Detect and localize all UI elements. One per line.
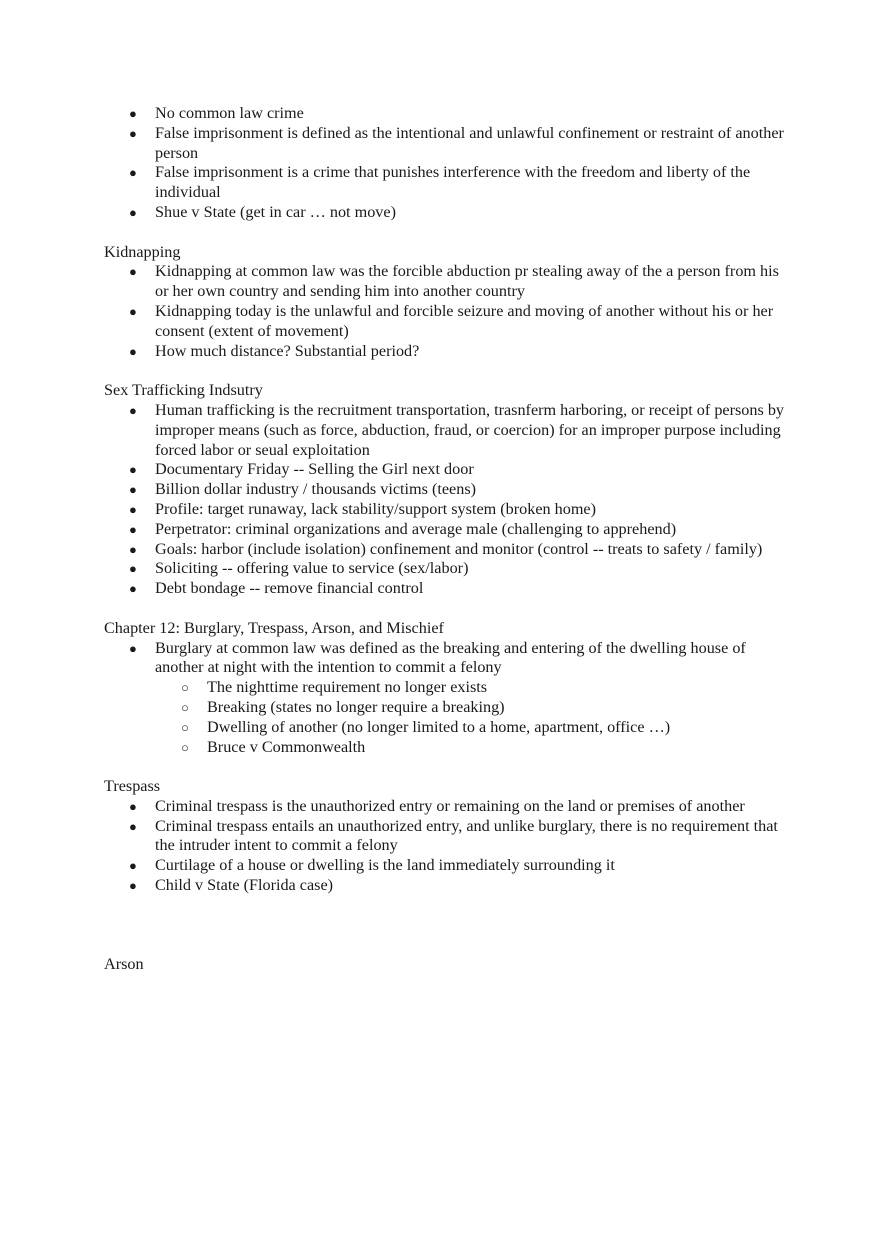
bullet-list: [104, 639, 794, 758]
hollow-bullet-icon: ○: [181, 680, 189, 696]
sub-list-item: ○ Dwelling of another (no longer limited to a home, apartment, office …): [181, 717, 671, 736]
bullet-icon: ●: [129, 818, 137, 834]
list-item: ● Curtilage of a house or dwelling is the land immediately surrounding it: [129, 856, 615, 875]
section-trespass: [104, 777, 794, 896]
list-item: ● Burglary at common law was defined as the breaking and entering of the dwelling house of another at night with the intention to commit a felony ○ The nighttime requirement no longer exists ○ Breaking (states no longer require a breaking) ○ Dwelling of another (no longer limited to a home, apartment, office …) ○ Bruce v Commonwealth: [155, 639, 794, 758]
list-item: ● False imprisonment is a crime that punishes interference with the freedom and liberty of the individual: [129, 163, 751, 202]
list-item: ● Billion dollar industry / thousands victims (teens): [129, 480, 477, 499]
bullet-icon: ●: [129, 125, 137, 141]
list-item: ● Documentary Friday -- Selling the Girl next door: [129, 460, 474, 479]
list-item: ● Kidnapping at common law was the forcible abduction pr stealing away of the a person from his or her own country and sending him into another country: [129, 262, 779, 301]
bullet-icon: ●: [129, 482, 137, 498]
hollow-bullet-icon: ○: [181, 739, 189, 755]
document-body: [104, 104, 794, 975]
list-item: ● Criminal trespass entails an unauthorized entry, and unlike burglary, there is no requirement that the intruder intent to commit a felony: [129, 816, 778, 855]
sub-list-item: ○ Bruce v Commonwealth: [181, 737, 366, 756]
list-item: ● How much distance? Substantial period?: [129, 341, 420, 360]
section-false-imprisonment: [104, 104, 794, 223]
spacer: [104, 896, 794, 955]
section-heading-arson: Arson: [104, 954, 144, 973]
bullet-icon: ●: [129, 878, 137, 894]
bullet-icon: ●: [129, 858, 137, 874]
bullet-icon: ●: [129, 462, 137, 478]
list-item: ● Child v State (Florida case): [129, 876, 334, 895]
bullet-icon: ●: [129, 204, 137, 220]
hollow-bullet-icon: ○: [181, 699, 189, 715]
bullet-list: [104, 797, 794, 896]
bullet-icon: ●: [129, 521, 137, 537]
bullet-icon: ●: [129, 541, 137, 557]
list-item: ● Human trafficking is the recruitment transportation, trasnferm harboring, or receipt of persons by improper means (such as force, abduction, fraud, or coercion) for an improper purpose including forced labor or seual exploitation: [129, 400, 785, 459]
section-heading: Kidnapping: [104, 242, 181, 261]
bullet-icon: ●: [129, 165, 137, 181]
bullet-list: [104, 104, 794, 223]
list-item: ● False imprisonment is defined as the intentional and unlawful confinement or restraint of another person: [129, 123, 784, 162]
bullet-icon: ●: [129, 581, 137, 597]
list-item: ● No common law crime: [129, 104, 304, 122]
bullet-icon: ●: [129, 561, 137, 577]
section-kidnapping: [104, 243, 794, 362]
list-item: ● Criminal trespass is the unauthorized entry or remaining on the land or premises of another: [129, 796, 745, 815]
bullet-icon: ●: [129, 106, 137, 121]
bullet-icon: ●: [129, 264, 137, 280]
hollow-bullet-icon: ○: [181, 719, 189, 735]
section-heading: Chapter 12: Burglary, Trespass, Arson, and Mischief: [104, 618, 444, 637]
bullet-list: [104, 262, 794, 361]
sub-list-item: ○ The nighttime requirement no longer exists: [181, 678, 488, 697]
bullet-icon: ●: [129, 303, 137, 319]
sub-bullet-list: [155, 678, 794, 757]
bullet-icon: ●: [129, 501, 137, 517]
bullet-icon: ●: [129, 343, 137, 359]
list-item: ● Perpetrator: criminal organizations and average male (challenging to apprehend): [129, 519, 677, 538]
list-item: ● Profile: target runaway, lack stability/support system (broken home): [129, 499, 597, 518]
list-item: ● Shue v State (get in car … not move): [129, 202, 396, 221]
section-sex-trafficking: [104, 381, 794, 599]
list-item: ● Kidnapping today is the unlawful and forcible seizure and moving of another without his or her consent (extent of movement): [129, 301, 774, 340]
bullet-icon: ●: [129, 798, 137, 814]
sub-list-item: ○ Breaking (states no longer require a breaking): [181, 697, 505, 716]
list-item: ● Goals: harbor (include isolation) confinement and monitor (control -- treats to safety / family): [129, 539, 763, 558]
list-item: ● Soliciting -- offering value to service (sex/labor): [129, 559, 469, 578]
bullet-icon: ●: [129, 640, 137, 656]
section-chapter-12: [104, 619, 794, 758]
section-heading: Trespass: [104, 777, 161, 796]
bullet-list: [104, 401, 794, 599]
bullet-icon: ●: [129, 402, 137, 418]
section-heading: Sex Trafficking Indsutry: [104, 381, 263, 400]
list-item: ● Debt bondage -- remove financial control: [129, 579, 424, 598]
